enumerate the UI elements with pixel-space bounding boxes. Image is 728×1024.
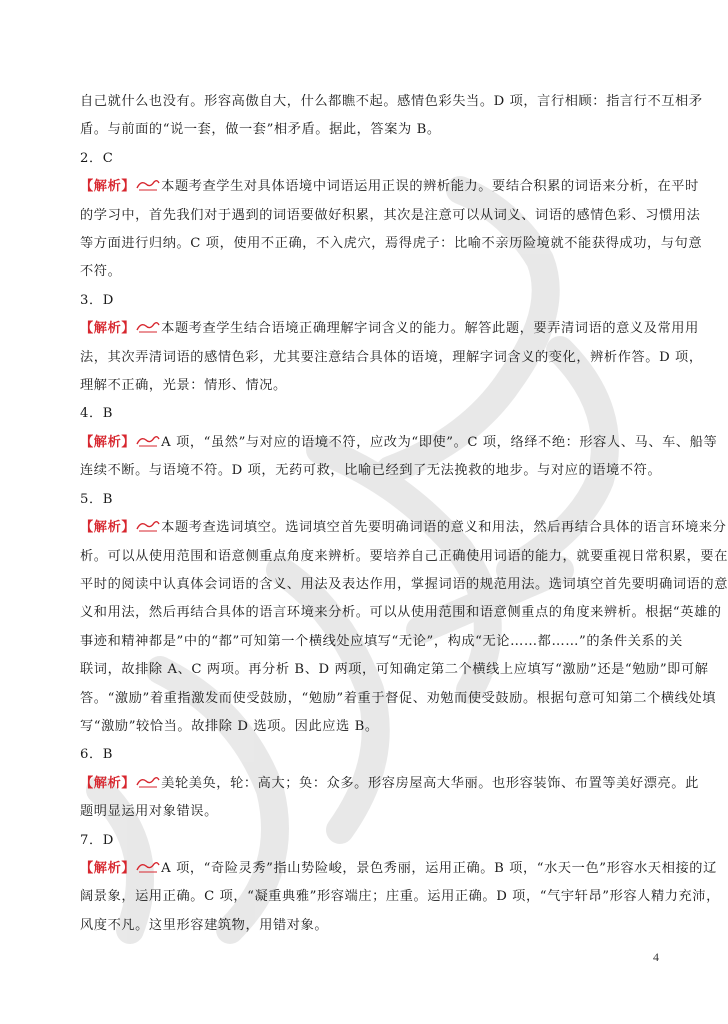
text-line: 析。可以从使用范围和语意侧重点角度来辨析。要培养自己正确使用词语的能力，就要重视日常积累，要在 xyxy=(80,548,728,564)
analysis-text: A 项，“虽然”与对应的语境不符，应改为“即使”。C 项，络绎不绝：形容人、马、车、船等 xyxy=(161,434,718,450)
text-line: 义和用法，然后再结合具体的语言环境来分析。可以从使用范围和语意侧重点的角度来辨析。根据“英雄的 xyxy=(80,605,722,621)
text-line: 写“激励”较恰当。故排除 D 选项。因此应选 B。 xyxy=(80,718,379,734)
analysis-tag: 【解析】 xyxy=(80,321,136,337)
analysis-text: 本题考查学生对具体语境中词语运用正误的辨析能力。要结合积累的词语来分析，在平时 xyxy=(161,179,699,195)
analysis-text: A 项，“奇险灵秀”指山势险峻，景色秀丽，运用正确。B 项，“水天一色”形容水天相接的辽 xyxy=(161,860,717,876)
red-swirl-icon xyxy=(135,178,161,192)
text-line: 理解不正确，光景：情形、情况。 xyxy=(80,378,287,394)
analysis-text: 美轮美奂，轮：高大；奂：众多。形容房屋高大华丽。也形容装饰、布置等美好漂亮。此 xyxy=(161,775,699,791)
text-line: 事迹和精神都是”中的“都”可知第一个横线处应填写“无论”，构成“无论……都……”的条件关系的关 xyxy=(80,633,683,649)
answer-number: 5．B xyxy=(80,491,114,507)
analysis-text: 本题考查学生结合语境正确理解字词含义的能力。解答此题，要弄清词语的意义及常用用 xyxy=(161,321,699,337)
text-line: 题明显运用对象错误。 xyxy=(80,804,218,820)
answer-number: 4．B xyxy=(80,406,114,422)
analysis-line xyxy=(80,429,718,457)
analysis-line xyxy=(80,770,699,798)
red-swirl-icon xyxy=(135,775,161,789)
analysis-line xyxy=(80,855,717,883)
text-line: 自己就什么也没有。形容高傲自大，什么都瞧不起。感情色彩失当。D 项，言行相顾：指言行不互相矛 xyxy=(80,94,703,109)
analysis-line xyxy=(80,173,699,201)
red-swirl-icon xyxy=(135,860,161,874)
red-swirl-icon xyxy=(135,519,161,533)
document-body xyxy=(80,88,728,940)
analysis-tag: 【解析】 xyxy=(80,520,136,536)
analysis-tag: 【解析】 xyxy=(80,434,136,450)
analysis-tag: 【解析】 xyxy=(80,179,136,195)
red-swirl-icon xyxy=(135,434,161,448)
red-swirl-icon xyxy=(135,320,161,334)
text-line: 答。“激励”着重指激发而使受鼓励，“勉励”着重于督促、劝勉而使受鼓励。根据句意可知第二个横线处填 xyxy=(80,690,717,706)
analysis-line xyxy=(80,315,699,343)
answer-number: 6．B xyxy=(80,747,114,763)
text-line: 联词，故排除 A、C 两项。再分析 B、D 两项，可知确定第二个横线上应填写“激励”还是“勉励”即可解 xyxy=(80,662,709,678)
analysis-text: 本题考查选词填空。选词填空首先要明确词语的意义和用法，然后再结合具体的语言环境来分 xyxy=(161,520,727,536)
text-line: 等方面进行归纳。C 项，使用不正确，不入虎穴，焉得虎子：比喻不亲历险境就不能获得成功，与句意 xyxy=(80,236,703,252)
answer-number: 7．D xyxy=(80,832,114,848)
text-line: 阔景象，运用正确。C 项，“凝重典雅”形容端庄；庄重。运用正确。D 项，“气宇轩昂”形容人精力充沛， xyxy=(80,889,720,905)
text-line: 平时的阅读中认真体会词语的含义、用法及表达作用，掌握词语的规范用法。选词填空首先要明确词语的意 xyxy=(80,576,728,592)
page-number: 4 xyxy=(653,950,659,964)
text-line: 盾。与前面的“说一套，做一套”相矛盾。据此，答案为 B。 xyxy=(80,122,441,138)
text-line: 连续不断。与语境不符。D 项，无药可救，比喻已经到了无法挽救的地步。与对应的语境不符。 xyxy=(80,463,662,479)
analysis-tag: 【解析】 xyxy=(80,860,136,876)
analysis-line xyxy=(80,514,727,542)
analysis-tag: 【解析】 xyxy=(80,775,136,791)
answer-number: 3．D xyxy=(80,292,114,308)
text-line: 法，其次弄清词语的感情色彩，尤其要注意结合具体的语境，理解字词含义的变化，辨析作答。D 项， xyxy=(80,349,703,365)
answer-number: 2．C xyxy=(80,150,114,166)
text-line: 风度不凡。这里形容建筑物，用错对象。 xyxy=(80,917,329,933)
text-line: 不符。 xyxy=(80,264,122,280)
text-line: 的学习中，首先我们对于遇到的词语要做好积累，其次是注意可以从词义、词语的感情色彩、习惯用法 xyxy=(80,207,701,223)
